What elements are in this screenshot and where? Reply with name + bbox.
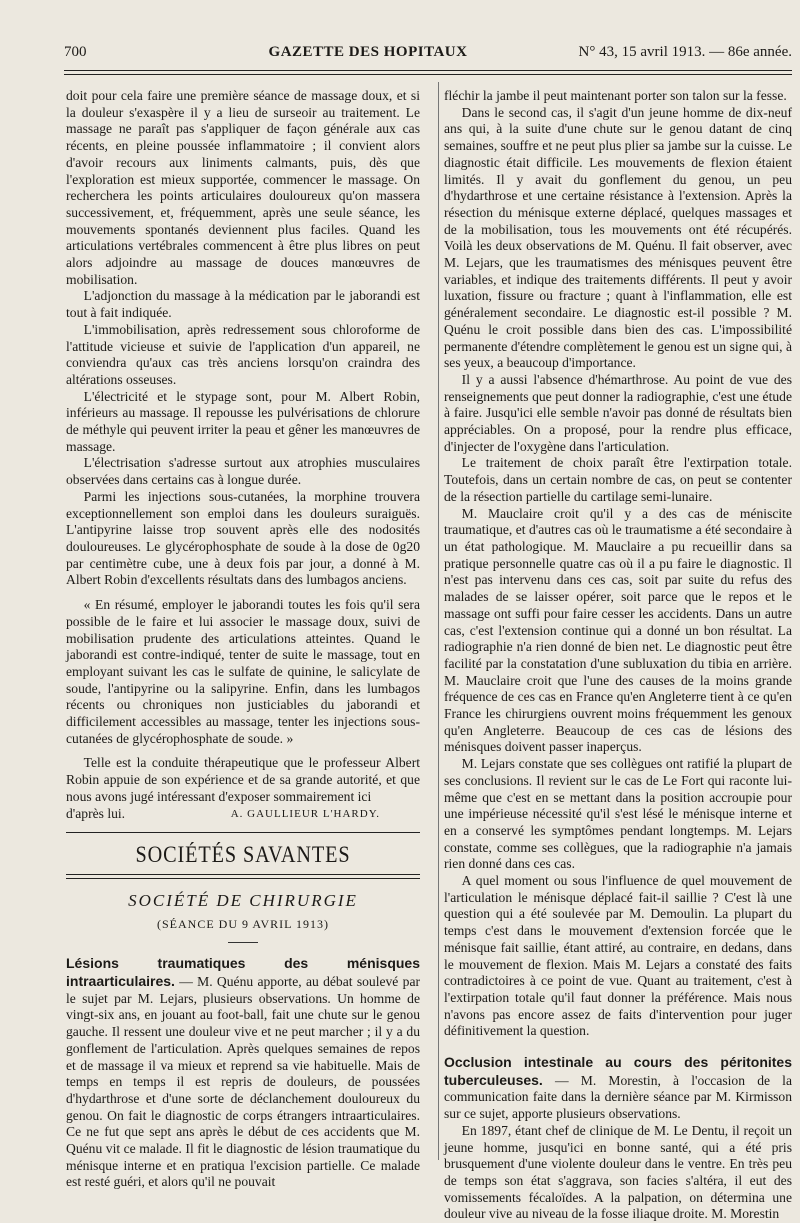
section-rule [66,874,420,875]
header-rule-top [64,70,792,71]
journal-title: GAZETTE DES HOPITAUX [268,44,468,60]
paragraph: Le traitement de choix paraît être l'extirpation totale. Toutefois, dans un certain nombre de cas, on peut se contenter de la résection partielle du cartilage semi-lunaire. [444,455,792,504]
header-rule-bottom [64,74,792,75]
paragraph: En 1897, étant chef de clinique de M. Le Dentu, il reçoit un jeune homme, jusqu'ici en bonne santé, qui a été pris brusquement d'une violente douleur dans le ventre. En très peu de temps son état s'aggrava, son facies s'altéra, il eut des vomissements fécaloïdes. A la palpation, on détermina une douleur vive au niveau de la fosse iliaque droite. M. Morestin [444,1122,792,1222]
paragraph: Il y a aussi l'absence d'hémarthrose. Au point de vue des renseignements que peut donner la radiographie, c'est une étude à faire. Jusqu'ici elle semble n'avoir pas donné de résultats bien appréciables. On a proposé, pour la rendre plus efficace, d'injecter de l'oxygène dans l'articulation. [444,371,792,454]
article-text: — M. Quénu apporte, au débat soulevé par le sujet par M. Lejars, plusieurs observations. Un homme de vingt-six ans, en jouant au foot-ball, fait une chute sur le genou gauche. Il ressent une douleur vive et ne peut marcher ; il y a du gonflement de l'articulation. Après quelques semaines de repos et de massage il va mieux et reprend sa vie habituelle. Mais de temps en temps il est repris de douleurs, de poussées d'hydarthrose et d'une sorte de déclanchement douloureux du genou. On fait le diagnostic de corps étrangers intraarticulaires. Ce ne fut que sept ans après le début de ces accidents que M. Quénu vit ce malade. Il fit le diagnostic de lésion traumatique du ménisque interne et en pratiqua l'excision partielle. Ce malade est resté guéri, et alors qu'il ne pouvait [66,974,420,1190]
paragraph: L'immobilisation, après redressement sous chloroforme de l'attitude vicieuse et suivie de l'application d'un appareil, ne conviendra qu'aux cas très anciens lorsqu'on craindra des altérations osseuses. [66,321,420,387]
right-column [444,88,792,1223]
paragraph: M. Mauclaire croit qu'il y a des cas de méniscite traumatique, et d'autres cas où le traumatisme a été secondaire à un état pathologique. M. Mauclaire a pu recueillir dans sa pratique personnelle quatre cas où il a pu faire le diagnostic. Il n'est pas intervenu dans ces cas, soit par suite du refus des malades de se laisser opérer, soit parce que le repos et le massage ont suffi pour faire cesser les accidents. Dans un autre cas, c'est l'extension continue qui a donné un bon résultat. La radiographie n'a rien donné de bien net. Le diagnostic peut être facilité par la constatation d'une subluxation du tibia en arrière. M. Mauclaire croit que l'une des causes de la moins grande fréquence de ces cas en France qu'en Angleterre tient à ce qu'en France les chirurgiens ouvrent moins fréquemment les genoux qu'en Angleterre. Beaucoup de ces cas de lésions des ménisques doivent passer inaperçus. [444,505,792,755]
article-title: Occlusion intestinale au cours des péritonites tuberculeuses. [444,1054,792,1088]
author-name: A. GAULLIEUR L'HARDY. [230,807,380,820]
section-rule [66,878,420,879]
page-number: 700 [64,44,87,60]
paragraph: fléchir la jambe il peut maintenant porter son talon sur la fesse. [444,88,787,103]
closing-text: d'après lui. [66,805,126,821]
paragraph: A quel moment ou sous l'influence de quel mouvement de l'articulation le ménisque déplacé fait-il saillie ? C'est là une question qui a été soulevée par M. Demoulin. La plupart du temps c'est dans le mouvement d'extension forcée que le ménisque fait saillie, étant attiré, au contraire, en dedans, dans le mouvement de flexion. Mais M. Lejars a constaté des faits contradictoires à ce point de vue. Quant au traitement, c'est à l'extirpation totale qu'il faut donner la préférence. Mais nous n'avons pas encore assez de faits d'intervention pour juger définitivement la question. [444,873,792,1039]
short-rule [228,942,258,943]
left-column [66,88,420,1191]
article-paragraph [66,955,420,1191]
issue-info: N° 43, 15 avril 1913. — 86e année. [578,44,792,60]
paragraph: L'adjonction du massage à la médication par le jaborandi est tout à fait indiquée. [66,288,420,321]
signature-line [66,806,420,823]
paragraph: doit pour cela faire une première séance de massage doux, et si la douleur s'exaspère il y a lieu de surseoir au traitement. Le massage ne paraît pas s'appliquer de façon générale aux cas récents, en pleine poussée inflammatoire ; il convient alors d'avoir recours aux liniments calmants, puis, dès que l'exploration est mieux supportée, commencer le massage. On recherchera les points articulaires douloureux qu'on massera successivement, et, fréquemment, après une seule séance, les mouvements spontanés deviennent plus faciles. Quand les articulations vertébrales commencent à être plus libres on peut alors adjoindre au massage de douces manœuvres de mobilisation. [66,88,420,287]
article-text: — M. Morestin, à l'occasion de la communication faite dans la dernière séance par M. Kirmisson sur ce sujet, apporte plusieurs observations. [444,1072,792,1122]
running-header [64,40,792,64]
paragraph: L'électrisation s'adresse surtout aux atrophies musculaires observées dans certains cas à longue durée. [66,455,420,488]
article-title: Lésions traumatiques des ménisques intraarticulaires. [66,955,420,990]
section-title: SOCIÉTÉS SAVANTES [135,842,351,868]
paragraph: « En résumé, employer le jaborandi toutes les fois qu'il sera possible de le faire et lui associer le massage doux, suivi de mobilisation prudente des articulations atteintes. Quand le jaborandi est contre-indiqué, tenter de suite le massage, tout en employant suivant les cas le sulfate de quinine, le salicylate de soude, l'antipyrine ou la salipyrine. Enfin, dans les lumbagos récents ou chroniques non justiciables du jaborandi et difficilement accessibles au massage, tenter les injections sous-cutanées de glycérophosphate de soude. » [66,597,420,746]
paragraph: Telle est la conduite thérapeutique que le professeur Albert Robin appuie de son expérience et de sa grande autorité, et que nous avons jugé intéressant d'exposer sommairement ici [66,755,420,804]
paragraph: Dans le second cas, il s'agit d'un jeune homme de dix-neuf ans qui, à la suite d'une chute sur le genou datant de cinq semaines, souffre et ne peut plus plier sa jambe sur la cuisse. Le diagnostic était difficile. Les mouvements de flexion étaient limités. Il y avait du gonflement du genou, un peu d'hydarthrose et une certaine résistance à l'extension. Après la résection du ménisque externe déplacé, quelques massages et de la mobilisation, tous les mouvements ont été récupérés. Voilà les deux observations de M. Quénu. Il fait observer, avec M. Lejars, que les traumatismes des ménisques peuvent être variables, et indique des traitements différents. Il peut y avoir luxation, fissure ou fracture ; quant à l'inflammation, elle est généralement secondaire. Le diagnostic est-il possible ? M. Quénu le croit possible dans bien des cas. L'impossibilité permanente d'étendre complètement le genou est un signe qui, à ses yeux, a beaucoup d'importance. [444,104,792,371]
paragraph: Parmi les injections sous-cutanées, la morphine trouvera exceptionnellement son emploi dans les douleurs suraiguës. L'antipyrine laisse trop souvent après elle des nodosités douloureuses. Le glycérophosphate de soude à la dose de 0g20 par centimètre cube, une à deux fois par jour, a donné à M. Albert Robin d'excellents résultats dans des lumbagos anciens. [66,488,420,588]
section-rule [66,832,420,833]
session-date: (SÉANCE DU 9 AVRIL 1913) [156,916,329,931]
society-name: SOCIÉTÉ DE CHIRURGIE [128,890,358,910]
column-divider [438,82,439,1160]
article-paragraph [444,1054,792,1123]
paragraph: L'électricité et le stypage sont, pour M. Albert Robin, inférieurs au massage. Il repousse les pulvérisations de chlorure de méthyle qui peuvent irriter la peau et gêner les manœuvres de massage. [66,388,420,454]
paragraph: M. Lejars constate que ses collègues ont ratifié la plupart de ses conclusions. Il revient sur le cas de Le Fort qui raconte lui-même que c'est en se mettant dans la position accroupie pour une impérieuse nécessité qu'il s'est lésé le ménisque interne et en a conservé les symptômes pendant longtemps. M. Lejars constate, comme ses collègues, que la radiographie n'a jamais rien donné dans ces cas. [444,756,792,872]
